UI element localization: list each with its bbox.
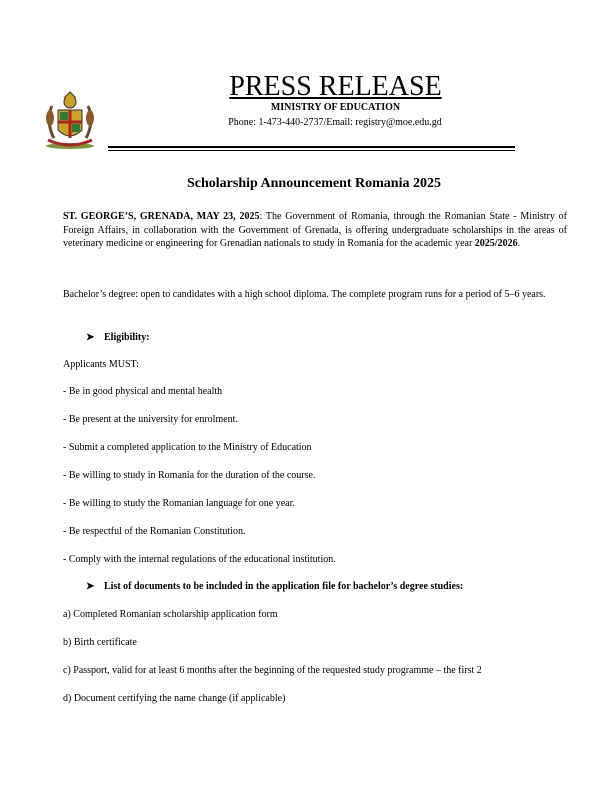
requirement-item: - Be willing to study in Romania for the duration of the course. [63,470,316,481]
press-release-title: PRESS RELEASE [229,71,442,102]
header-rule-thin [108,150,515,151]
requirement-item: - Be willing to study the Romanian language for one year. [63,498,295,509]
header-rule-thick [108,146,515,148]
applicants-must: Applicants MUST: [63,359,139,370]
requirement-item: - Be respectful of the Romanian Constitution. [63,526,246,537]
requirement-item: - Be present at the university for enrolment. [63,414,238,425]
intro-text-a: : The Government of Romania, through the Romanian State - Ministry of Foreign Affairs, in collaboration with the Government of Grenada, is offering undergraduate scholarships in the areas of veterinary medicine or engineering for Grenadian nationals to study in Romania for the academic year [63,211,567,249]
dateline: ST. GEORGE’S, GRENADA, MAY 23, 2025 [63,211,260,222]
document-item: a) Completed Romanian scholarship application form [63,609,278,620]
requirement-item: - Be in good physical and mental health [63,386,223,397]
documents-heading [86,580,463,593]
document-item: d) Document certifying the name change (if applicable) [63,693,286,704]
announcement-title: Scholarship Announcement Romania 2025 [187,176,441,191]
contact-info: Phone: 1-473-440-2737/Email: registry@moe.edu.gd [228,117,442,128]
academic-year: 2025/2026 [474,238,518,249]
document-item: b) Birth certificate [63,637,137,648]
requirement-item: - Submit a completed application to the Ministry of Education [63,442,312,453]
eligibility-heading [86,331,150,344]
arrow-bullet-icon: ➤ [86,332,95,343]
eligibility-label: Eligibility: [104,332,150,343]
requirement-item: - Comply with the internal regulations of the educational institution. [63,554,336,565]
document-item: c) Passport, valid for at least 6 months after the beginning of the requested study programme – the first 2 [63,665,482,676]
coat-of-arms-emblem [38,88,102,152]
arrow-bullet-icon: ➤ [86,581,95,592]
intro-paragraph [63,210,567,251]
documents-label: List of documents to be included in the application file for bachelor’s degree studies: [104,581,464,592]
degree-paragraph: Bachelor’s degree: open to candidates with a high school diploma. The complete program runs for a period of 5–6 years. [63,289,546,300]
ministry-name: MINISTRY OF EDUCATION [270,102,401,113]
intro-text-b: . [517,238,521,249]
